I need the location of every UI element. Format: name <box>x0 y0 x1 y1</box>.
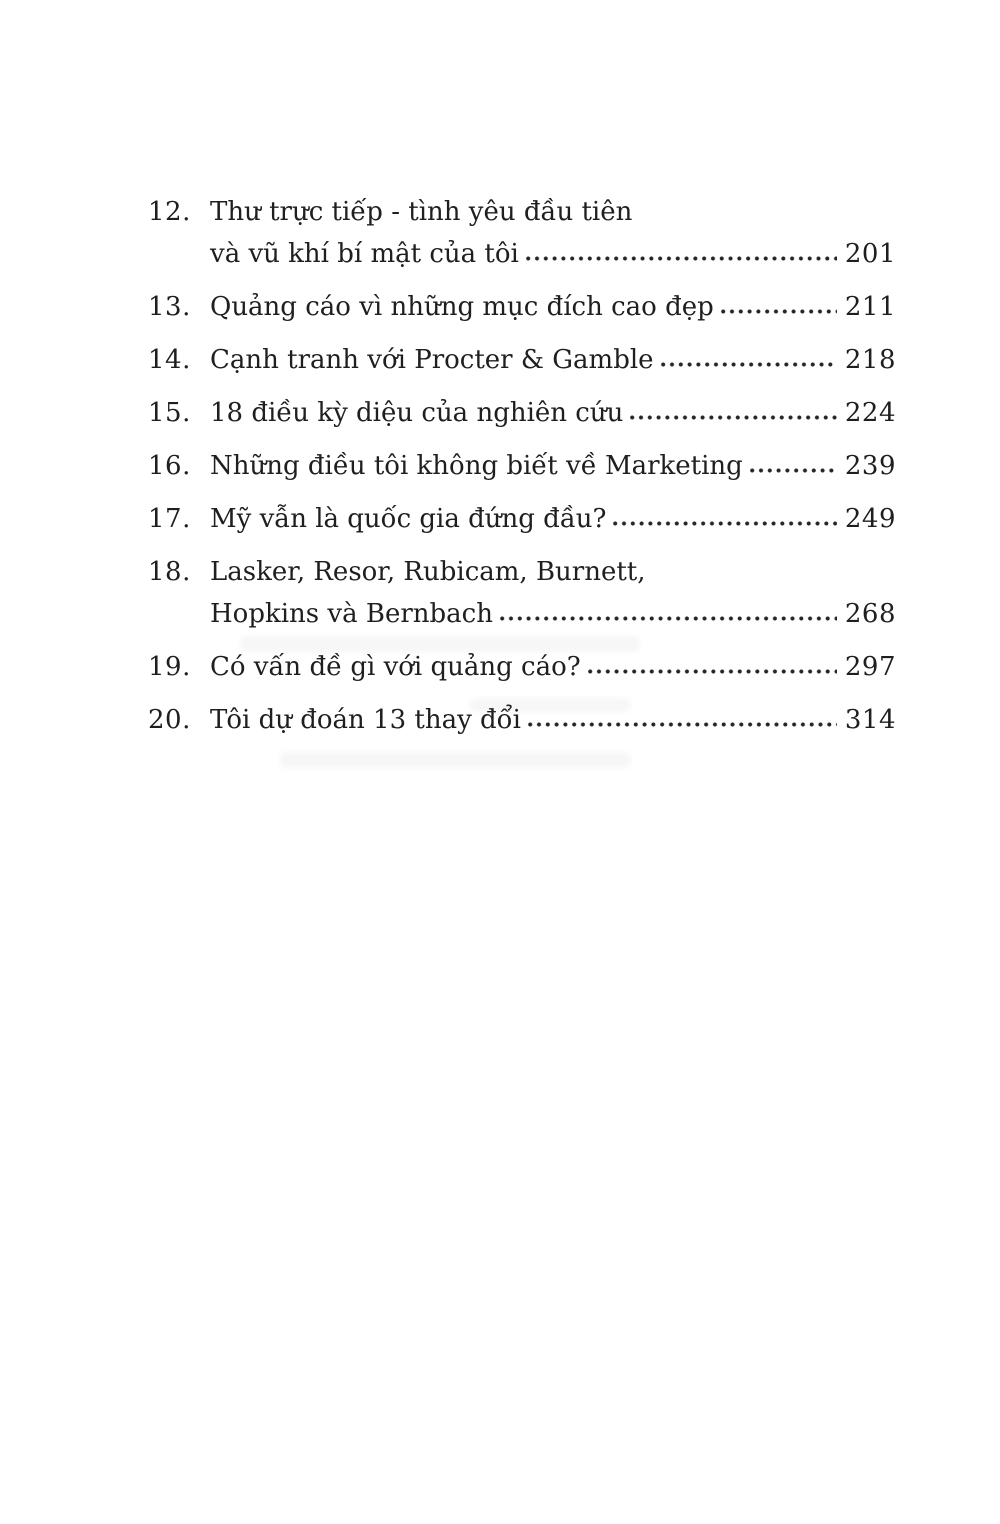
page-number: 314 <box>844 705 896 735</box>
chapter-title-last-line <box>210 646 896 688</box>
chapter-title-last-line <box>210 286 896 328</box>
chapter-title: Quảng cáo vì những mục đích cao đẹp <box>210 292 714 322</box>
page-number: 218 <box>844 345 896 375</box>
ink-bleed-artifact <box>280 752 630 768</box>
toc-entry <box>148 551 896 635</box>
toc-entry <box>148 699 896 741</box>
dot-leader <box>588 668 837 675</box>
chapter-title: 18 điều kỳ diệu của nghiên cứu <box>210 398 624 428</box>
chapter-number: 17. <box>148 504 191 534</box>
chapter-number: 16. <box>148 451 191 481</box>
page-number: 239 <box>844 451 896 481</box>
page-number: 224 <box>844 398 896 428</box>
toc-entry-body <box>210 286 896 328</box>
chapter-number: 12. <box>148 197 191 227</box>
page-number: 249 <box>844 504 896 534</box>
dot-leader <box>750 467 837 474</box>
chapter-title: và vũ khí bí mật của tôi <box>210 239 519 269</box>
toc-entry-body <box>210 392 896 434</box>
toc-entry <box>148 498 896 540</box>
chapter-number: 20. <box>148 705 191 735</box>
toc-entry <box>148 286 896 328</box>
toc-entry <box>148 646 896 688</box>
chapter-title-last-line <box>210 339 896 381</box>
toc-entry-body <box>210 699 896 741</box>
page-number: 297 <box>844 652 896 682</box>
dot-leader <box>613 520 836 527</box>
dot-leader <box>528 721 837 728</box>
chapter-title: Những điều tôi không biết về Marketing <box>210 451 743 481</box>
chapter-title-last-line <box>210 498 896 540</box>
toc-entry <box>148 392 896 434</box>
chapter-title: Tôi dự đoán 13 thay đổi <box>210 705 521 735</box>
chapter-title: Cạnh tranh với Procter & Gamble <box>210 345 654 375</box>
toc-entry <box>148 445 896 487</box>
toc-entry-body <box>210 339 896 381</box>
chapter-title-line: Lasker, Resor, Rubicam, Burnett, <box>210 557 646 587</box>
chapter-title-last-line <box>210 593 896 635</box>
dot-leader <box>526 255 837 262</box>
chapter-title-last-line <box>210 233 896 275</box>
chapter-number: 14. <box>148 345 191 375</box>
chapter-title-last-line <box>210 392 896 434</box>
dot-leader <box>500 615 837 622</box>
toc-entry <box>148 191 896 275</box>
chapter-title-last-line <box>210 445 896 487</box>
page-number: 211 <box>844 292 896 322</box>
chapter-title-line: Thư trực tiếp - tình yêu đầu tiên <box>210 197 633 227</box>
toc-entry-body <box>210 498 896 540</box>
dot-leader <box>721 308 837 315</box>
dot-leader <box>630 414 837 421</box>
page-number: 268 <box>844 599 896 629</box>
chapter-title-last-line <box>210 699 896 741</box>
table-of-contents <box>148 191 896 752</box>
chapter-number: 13. <box>148 292 191 322</box>
toc-entry-body <box>210 551 896 635</box>
chapter-number: 18. <box>148 557 191 587</box>
toc-entry-body <box>210 646 896 688</box>
chapter-title: Mỹ vẫn là quốc gia đứng đầu? <box>210 504 607 534</box>
toc-entry-body <box>210 191 896 275</box>
chapter-number: 15. <box>148 398 191 428</box>
chapter-title: Hopkins và Bernbach <box>210 599 493 629</box>
toc-entry <box>148 339 896 381</box>
chapter-number: 19. <box>148 652 191 682</box>
dot-leader <box>661 361 837 368</box>
toc-entry-body <box>210 445 896 487</box>
chapter-title: Có vấn đề gì với quảng cáo? <box>210 652 581 682</box>
page-number: 201 <box>844 239 896 269</box>
